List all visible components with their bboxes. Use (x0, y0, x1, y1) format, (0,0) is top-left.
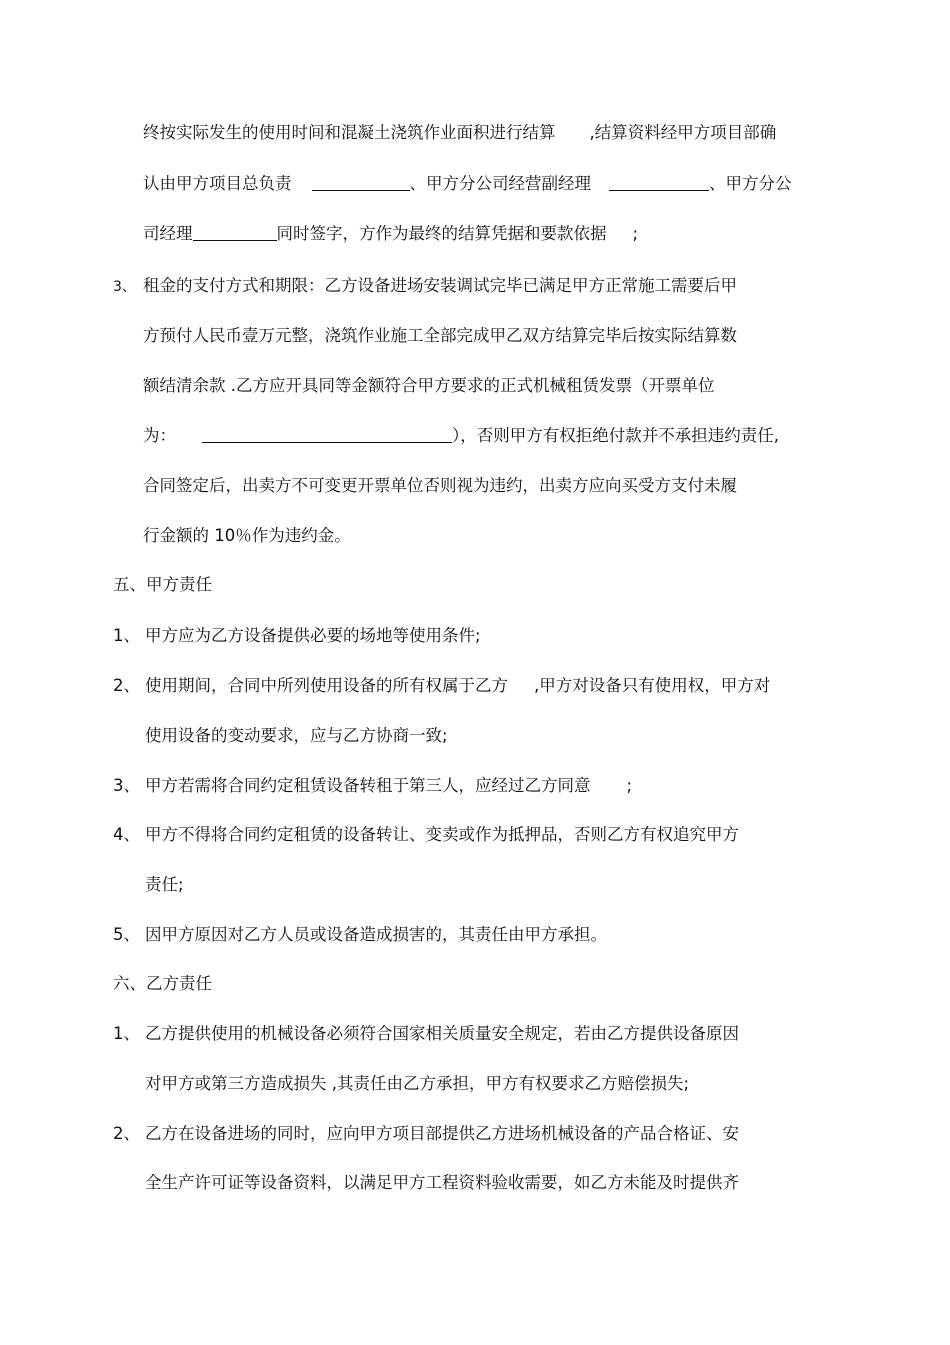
item-number: 4、 (113, 825, 140, 844)
text-line (143, 172, 792, 196)
text-span: 全生产许可证等设备资料，以满足甲方工程资料验收需要，如乙方未能及时提供齐 (145, 1173, 739, 1192)
item-number: 3、 (113, 776, 140, 795)
text-span: ; (626, 776, 633, 795)
list-item (113, 774, 632, 798)
item-number: 5、 (113, 925, 140, 944)
text-span: ,结算资料经甲方项目部确 (589, 123, 777, 142)
text-line (143, 121, 776, 145)
text-span: 使用期间，合同中所列使用设备的所有权属于乙方 (145, 676, 508, 695)
blank-invoice-unit-field (202, 426, 452, 443)
text-span: 使用设备的变动要求，应与乙方协商一致; (145, 726, 448, 745)
list-item (113, 923, 607, 947)
list-item (113, 674, 770, 698)
text-span: 租金的支付方式和期限：乙方设备进场安装调试完毕已满足甲方正常施工需要后甲 (143, 276, 737, 295)
item-number: 1、 (113, 1024, 140, 1043)
text-line (145, 873, 184, 897)
text-span: 对甲方或第三方造成损失 ,其责任由乙方承担，甲方有权要求乙方赔偿损失; (145, 1074, 690, 1093)
text-span: 甲方不得将合同约定租赁的设备转让、变卖或作为抵押品，否则乙方有权追究甲方 (145, 825, 739, 844)
text-span: 、甲方分公 (709, 174, 792, 193)
text-line (143, 424, 779, 448)
text-span: 行金额的 10％作为违约金。 (143, 526, 351, 545)
text-line (145, 1072, 689, 1096)
blank-signature-field (312, 174, 410, 191)
text-span: 司经理 (143, 224, 193, 243)
item-number: 3、 (113, 279, 136, 295)
text-span: ,甲方对设备只有使用权，甲方对 (534, 676, 771, 695)
text-span: 合同签定后，出卖方不可变更开票单位否则视为违约，出卖方应向买受方支付未履 (143, 476, 737, 495)
list-item (113, 1122, 739, 1146)
text-span: 因甲方原因对乙方人员或设备造成损害的，其责任由甲方承担。 (145, 925, 607, 944)
text-span: 终按实际发生的使用时间和混凝土浇筑作业面积进行结算 (143, 123, 556, 142)
item-number: 2、 (113, 676, 140, 695)
blank-signature-field (193, 224, 277, 241)
text-span: ），否则甲方有权拒绝付款并不承担违约责任, (452, 426, 779, 445)
text-span: 认由甲方项目总负责 (143, 174, 292, 193)
item-number: 1、 (113, 626, 140, 645)
text-span: 乙方在设备进场的同时，应向甲方项目部提供乙方进场机械设备的产品合格证、安 (145, 1124, 739, 1143)
list-item (113, 274, 737, 299)
text-span: 、甲方分公司经营副经理 (409, 174, 591, 193)
text-line (143, 524, 351, 548)
text-line (143, 474, 737, 498)
text-line (143, 324, 737, 348)
text-span: 乙方提供使用的机械设备必须符合国家相关质量安全规定，若由乙方提供设备原因 (145, 1024, 739, 1043)
text-span: 方预付人民币壹万元整，浇筑作业施工全部完成甲乙双方结算完毕后按实际结算数 (143, 326, 737, 345)
text-span: 责任; (145, 875, 184, 894)
text-span: 甲方若需将合同约定租赁设备转租于第三人，应经过乙方同意 (145, 776, 591, 795)
text-span: 额结清余款 .乙方应开具同等金额符合甲方要求的正式机械租赁发票（开票单位 (143, 376, 715, 395)
text-span: 同时签字，方作为最终的结算凭据和要款依据 (276, 224, 607, 243)
section-heading: 六、乙方责任 (113, 974, 212, 993)
blank-signature-field (609, 174, 709, 191)
list-item (113, 1022, 739, 1046)
list-item (113, 624, 481, 648)
text-span: ; (632, 224, 639, 243)
text-line (145, 724, 448, 748)
text-span: 甲方应为乙方设备提供必要的场地等使用条件; (145, 626, 481, 645)
text-line (143, 222, 638, 246)
text-line (143, 374, 715, 398)
section-heading: 五、甲方责任 (113, 575, 212, 594)
text-line (145, 1171, 739, 1195)
list-item (113, 823, 739, 847)
item-number: 2、 (113, 1124, 140, 1143)
text-span: 为： (143, 426, 176, 445)
